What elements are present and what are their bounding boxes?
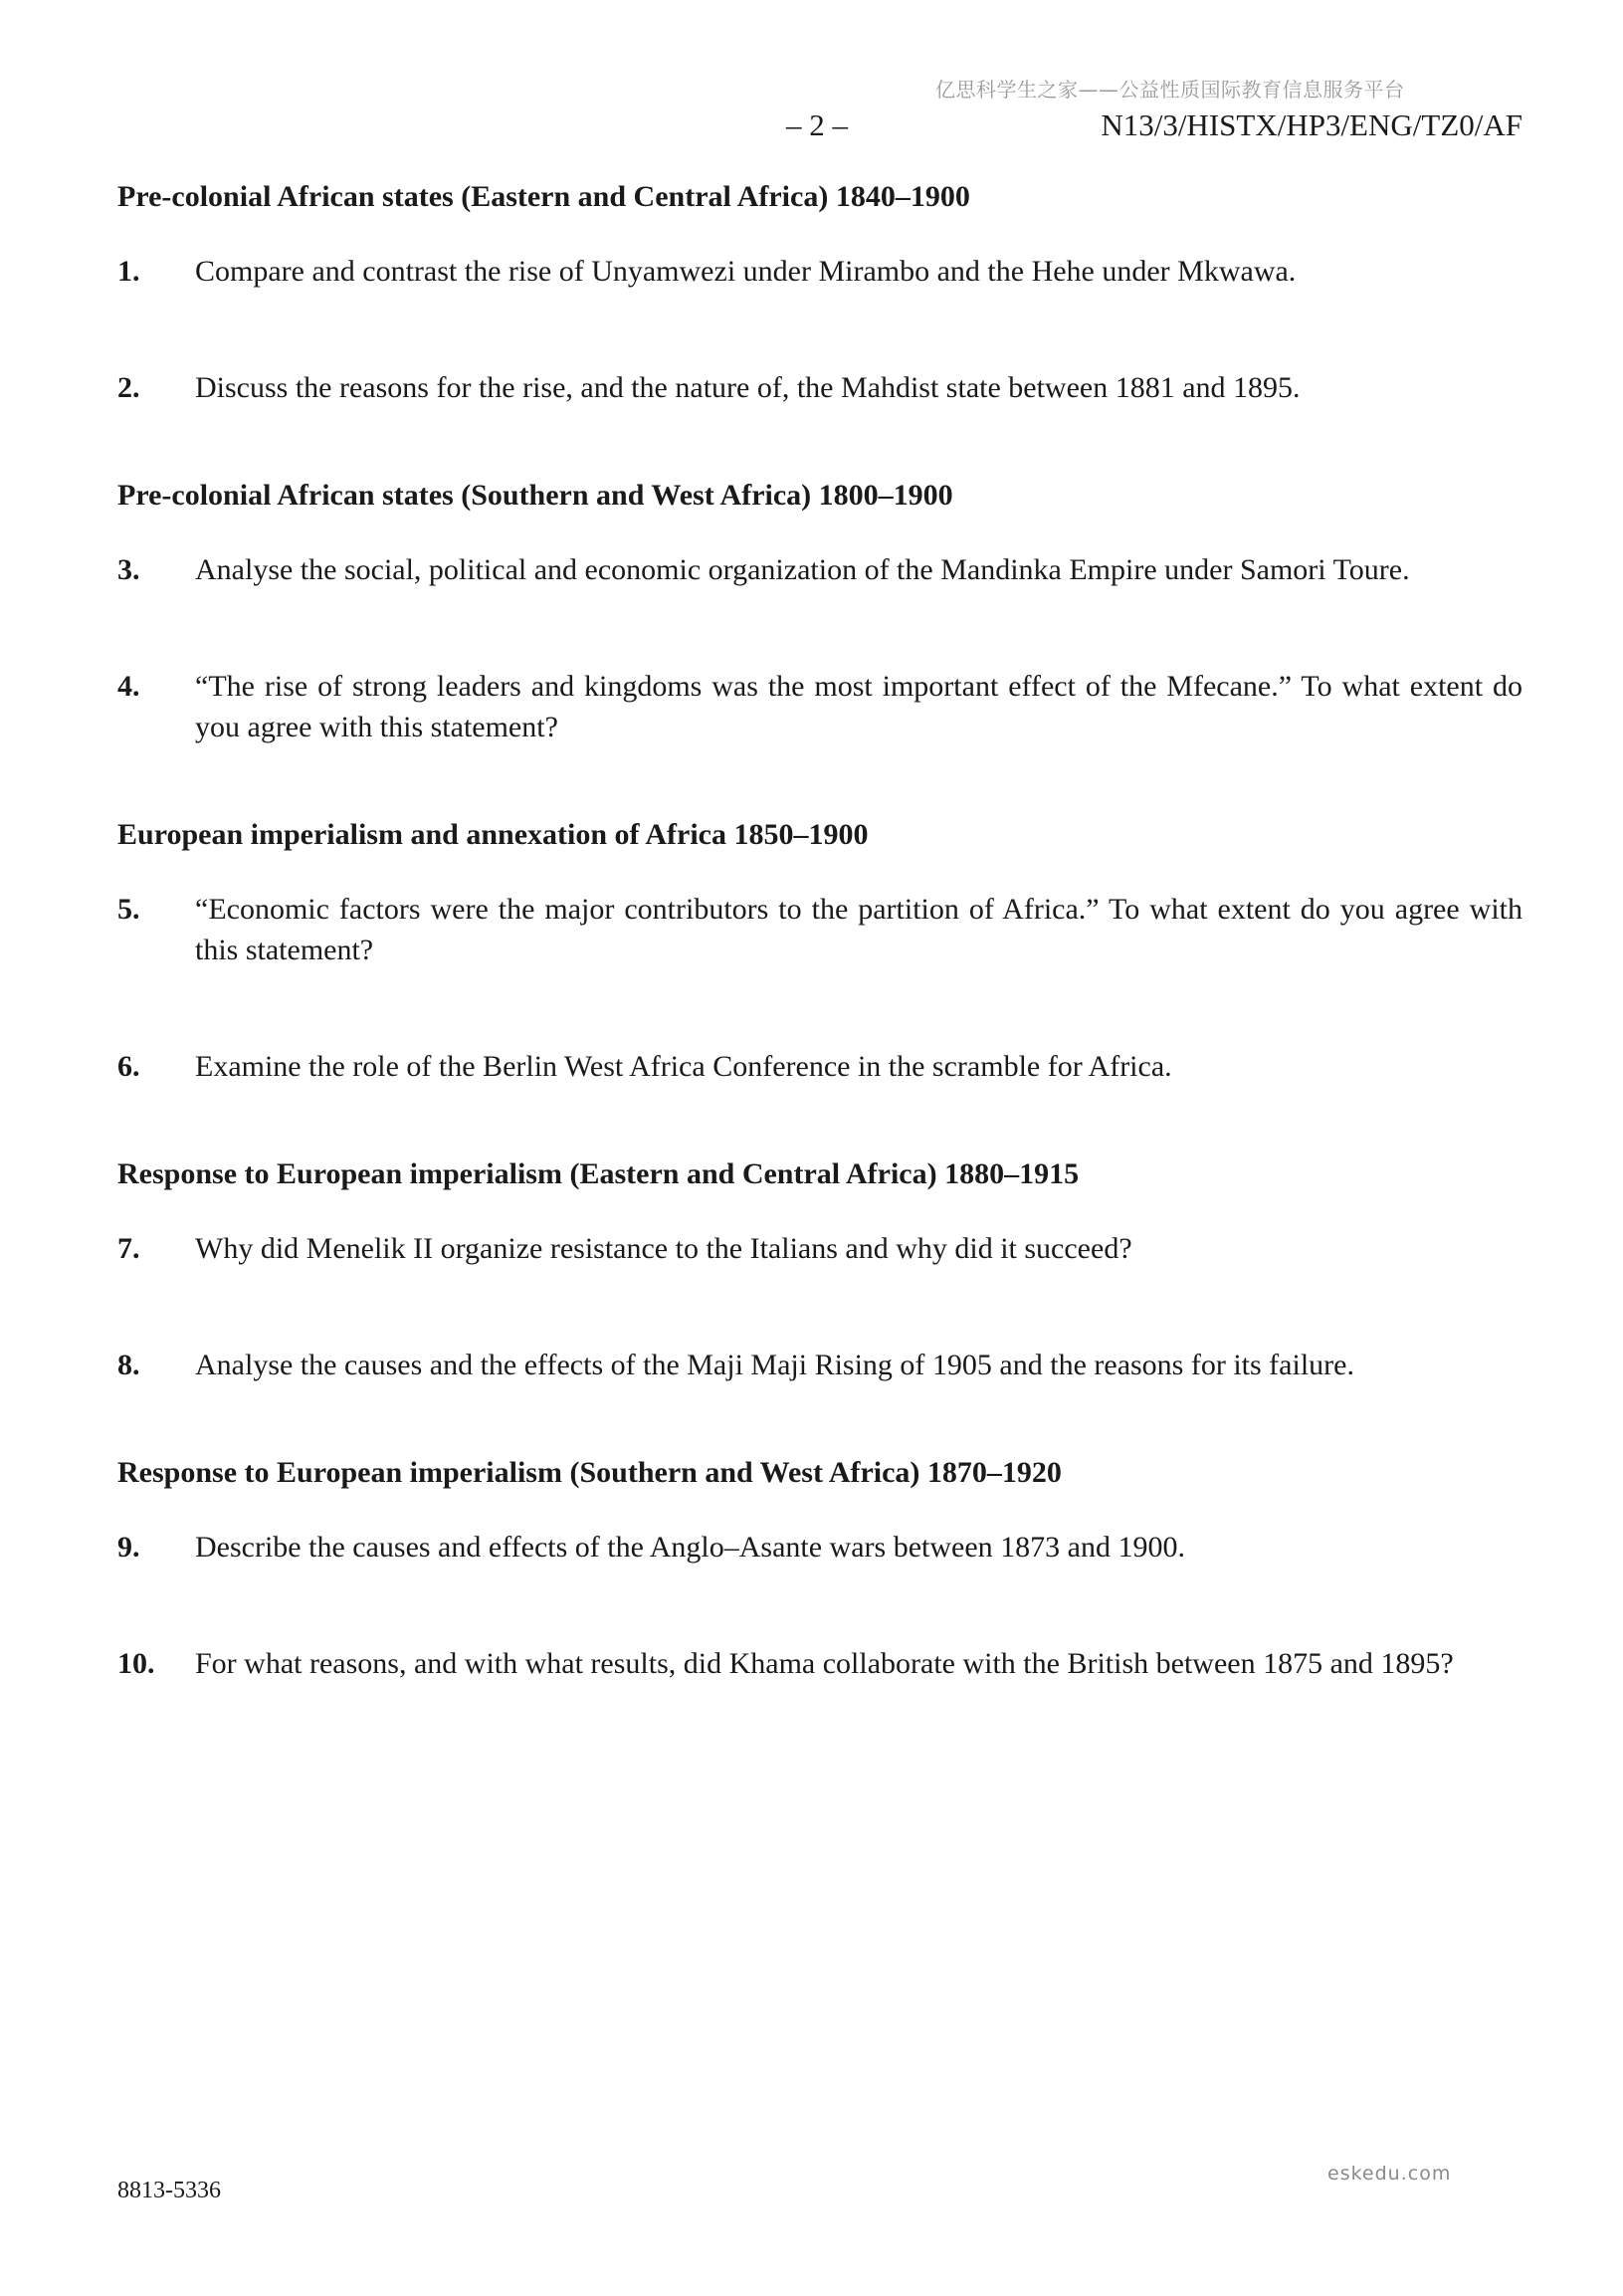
- section-heading: Pre-colonial African states (Southern and West Africa) 1800–1900: [117, 479, 953, 512]
- section-response-southern-west: [117, 1455, 1522, 1684]
- exam-content: [117, 179, 1522, 1754]
- section-eastern-central-precolonial: [117, 179, 1522, 408]
- question-text: Why did Menelik II organize resistance to the Italians and why did it succeed?: [195, 1232, 1132, 1265]
- section-southern-west-precolonial: [117, 478, 1522, 747]
- watermark-header: 亿思科学生之家——公益性质国际教育信息服务平台: [935, 78, 1405, 102]
- watermark-footer: eskedu.com: [1327, 2163, 1452, 2185]
- question-text: Describe the causes and effects of the Anglo–Asante wars between 1873 and 1900.: [195, 1531, 1185, 1564]
- question-text: Analyse the causes and the effects of the Maji Maji Rising of 1905 and the reasons for its failure.: [195, 1349, 1354, 1381]
- question-text: For what reasons, and with what results, did Khama collaborate with the British between 1875 and 1895?: [195, 1647, 1454, 1680]
- question-number: 7.: [117, 1232, 140, 1265]
- question-number: 9.: [117, 1531, 140, 1564]
- question-number: 8.: [117, 1349, 140, 1381]
- question-text: “The rise of strong leaders and kingdoms was the most important effect of the Mfecane.” To what extent do you agree with this statement?: [195, 670, 1522, 743]
- page-number: – 2 –: [786, 107, 848, 142]
- question-number: 4.: [117, 670, 140, 703]
- question: [117, 1527, 1522, 1567]
- question: [117, 889, 1522, 970]
- question-text: Compare and contrast the rise of Unyamwezi under Mirambo and the Hehe under Mkwawa.: [195, 255, 1297, 288]
- question-number: 10.: [117, 1647, 155, 1680]
- question: [117, 251, 1522, 292]
- question-text: “Economic factors were the major contributors to the partition of Africa.” To what extent do you agree with this statement?: [195, 893, 1522, 966]
- question: [117, 1046, 1522, 1087]
- section-response-eastern-central: [117, 1156, 1522, 1385]
- question-text: Analyse the social, political and economic organization of the Mandinka Empire under Samori Toure.: [195, 553, 1410, 586]
- question-text: Discuss the reasons for the rise, and the nature of, the Mahdist state between 1881 and 1895.: [195, 371, 1301, 404]
- question-number: 6.: [117, 1050, 140, 1083]
- question-text: Examine the role of the Berlin West Africa Conference in the scramble for Africa.: [195, 1050, 1172, 1083]
- section-heading: Response to European imperialism (Eastern and Central Africa) 1880–1915: [117, 1157, 1080, 1190]
- question: [117, 1345, 1522, 1385]
- question-number: 2.: [117, 371, 140, 404]
- section-heading: Pre-colonial African states (Eastern and Central Africa) 1840–1900: [117, 180, 970, 213]
- question: [117, 1643, 1522, 1684]
- footer-code: 8813-5336: [117, 2178, 221, 2203]
- question: [117, 666, 1522, 747]
- section-heading: European imperialism and annexation of Africa 1850–1900: [117, 818, 869, 851]
- question: [117, 1228, 1522, 1269]
- section-heading: Response to European imperialism (Southern and West Africa) 1870–1920: [117, 1456, 1062, 1489]
- question-number: 1.: [117, 255, 140, 288]
- question: [117, 367, 1522, 408]
- question-number: 5.: [117, 893, 140, 926]
- question-number: 3.: [117, 553, 140, 586]
- section-european-imperialism: [117, 817, 1522, 1087]
- question: [117, 549, 1522, 590]
- paper-code: N13/3/HISTX/HP3/ENG/TZ0/AF: [1101, 107, 1522, 142]
